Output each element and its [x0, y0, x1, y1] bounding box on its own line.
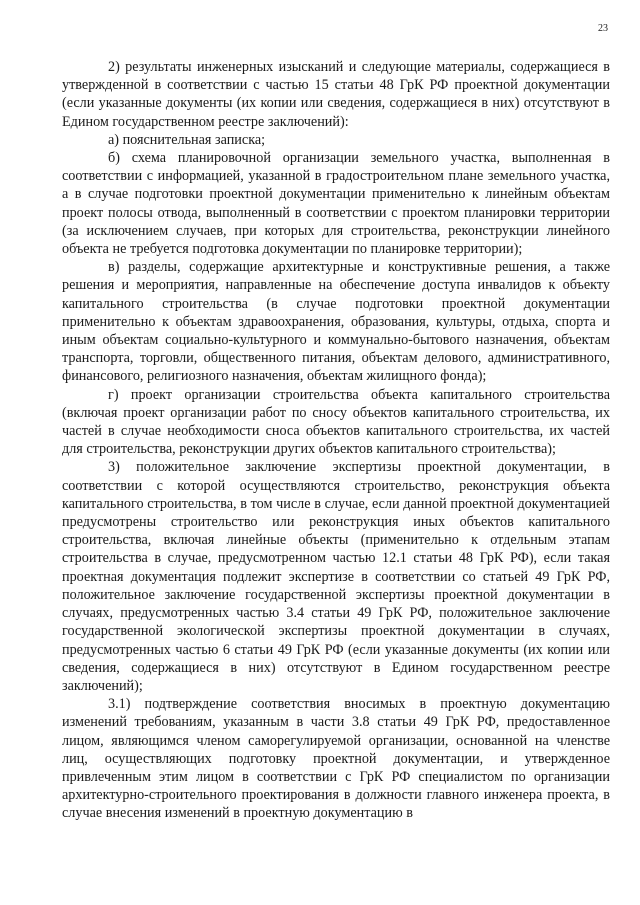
- document-body: [62, 58, 610, 823]
- paragraph-subitem-g: г) проект организации строительства объекта капитального строительства (включая проект организации работ по сносу объектов капитального строительства, их частей в случае необходимости сноса объектов капитального строительства, их частей для строительства, реконструкции других объектов капитального строительства);: [62, 386, 610, 458]
- paragraph-subitem-b: б) схема планировочной организации земельного участка, выполненная в соответствии с информацией, указанной в градостроительном плане земельного участка, а в случае подготовки проектной документации применительно к линейным объектам проект полосы отвода, выполненный в соответствии с проектом планировки территории (за исключением случаев, при которых для строительства, реконструкции линейного объекта не требуется подготовка документации по планировке территории);: [62, 150, 610, 258]
- paragraph-subitem-v: в) разделы, содержащие архитектурные и конструктивные решения, а также решения и мероприятия, направленные на обеспечение доступа инвалидов к объекту капитального строительства (в случае подготовки проектной документации применительно к объектам здравоохранения, образования, культуры, отдыха, спорта и иным объектам социально-культурного и коммунально-бытового назначения, объектам транспорта, торговли, общественного питания, объектам делового, административного, финансового, религиозного назначения, объектам жилищного фонда);: [62, 259, 610, 385]
- page-number: 23: [598, 23, 608, 34]
- paragraph-item-3: 3) положительное заключение экспертизы проектной документации, в соответствии с которой осуществляются строительство, реконструкция объекта капитального строительства, в том числе в случае, если данной проектной документацией предусмотрены строительство или реконструкция иных объектов капитального строительства, включая линейные объекты (применительно к отдельным этапам строительства в случае, предусмотренном частью 12.1 статьи 48 ГрК РФ), если такая проектная документация подлежит экспертизе в соответствии со статьей 49 ГрК РФ, положительное заключение государственной экспертизы проектной документации в случаях, предусмотренных частью 3.4 статьи 49 ГрК РФ, положительное заключение государственной экологической экспертизы проектной документации в случаях, предусмотренных частью 6 статьи 49 ГрК РФ (если указанные документы (их копии или сведения, содержащиеся в них) отсутствуют в Едином государственном реестре заключений);: [62, 459, 610, 694]
- paragraph-item-2: 2) результаты инженерных изысканий и следующие материалы, содержащиеся в утвержденной в соответствии с частью 15 статьи 48 ГрК РФ проектной документации (если указанные документы (их копии или сведения, содержащиеся в них) отсутствуют в Едином государственном реестре заключений):: [62, 59, 610, 130]
- paragraph-subitem-a: а) пояснительная записка;: [108, 131, 266, 148]
- paragraph-item-3-1: 3.1) подтверждение соответствия вносимых в проектную документацию изменений требованиям, указанным в части 3.8 статьи 49 ГрК РФ, предоставленное лицом, являющимся членом саморегулируемой организации, основанной на членстве лиц, осуществляющих подготовку проектной документации, и утвержденное привлеченным этим лицом в соответствии с ГрК РФ специалистом по организации архитектурно-строительного проектирования в должности главного инженера проекта, в случае внесения изменений в проектную документацию в: [62, 696, 610, 822]
